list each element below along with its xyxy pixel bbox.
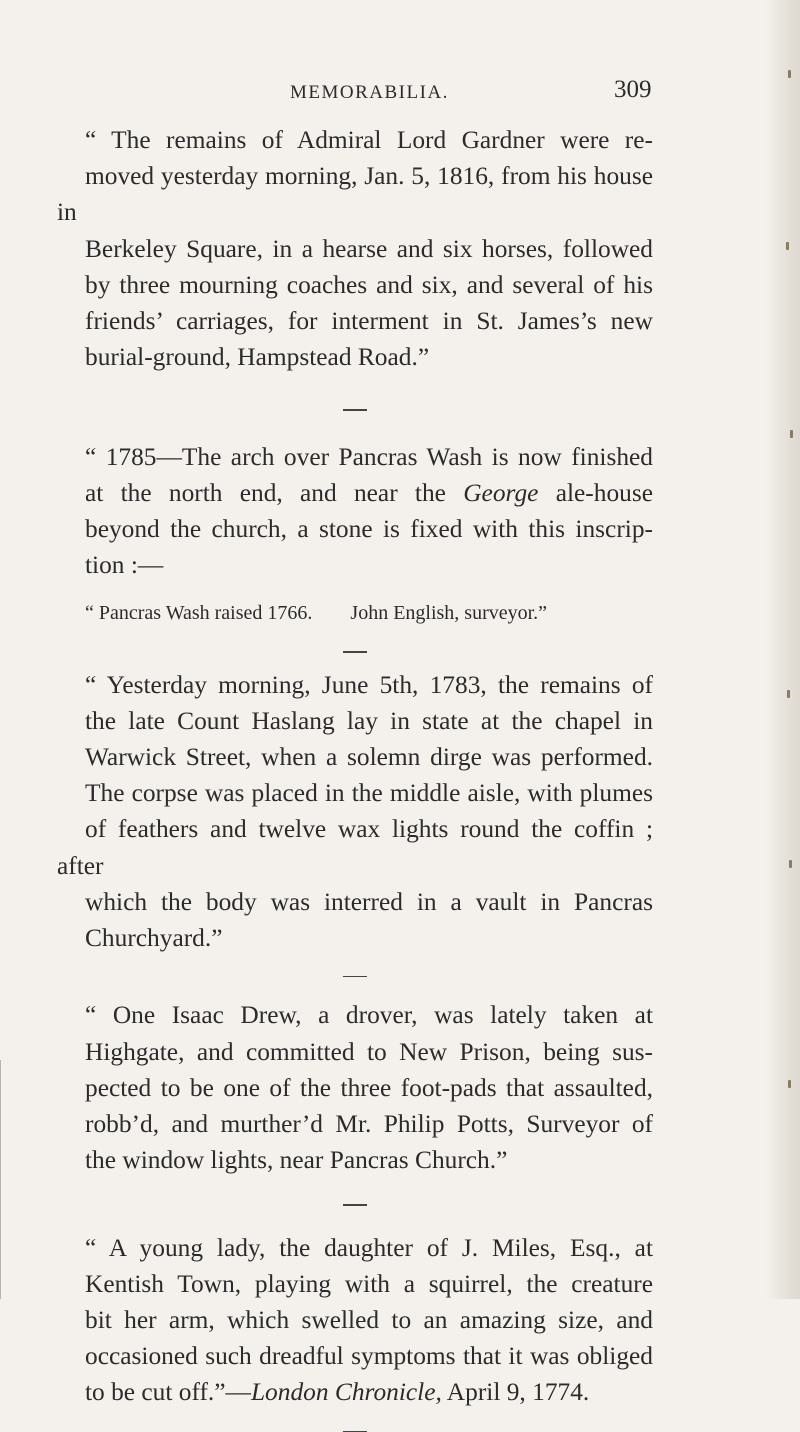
text-segment: to be cut off.”— bbox=[85, 1378, 251, 1407]
running-head: MEMORABILIA. bbox=[290, 82, 449, 103]
text-line: of feathers and twelve wax lights round the coffin ; after bbox=[57, 815, 653, 880]
text-line: which the body was interred in a vault in Pancras bbox=[85, 887, 653, 916]
text-line: “ A young lady, the daughter of J. Miles, Esq., at bbox=[85, 1233, 653, 1262]
source-citation: London Chronicle, bbox=[250, 1378, 442, 1407]
text-line: tion :— bbox=[85, 551, 164, 580]
text-line: “ One Isaac Drew, a drover, was lately taken at bbox=[85, 1001, 653, 1030]
paragraph-gardner bbox=[57, 122, 653, 375]
text-line: Berkeley Square, in a hearse and six horses, followed bbox=[85, 234, 653, 263]
text-line: the window lights, near Pancras Church.” bbox=[85, 1146, 508, 1175]
text-line: robb’d, and murther’d Mr. Philip Potts, Surveyor of bbox=[85, 1110, 653, 1139]
text-line: burial-ground, Hampstead Road.” bbox=[85, 343, 430, 372]
text-segment: at the north end, and near the bbox=[85, 478, 464, 507]
inscription bbox=[57, 599, 653, 627]
text-line: Churchyard.” bbox=[85, 924, 223, 953]
paragraph-haslang bbox=[57, 667, 653, 957]
inscription-signature: John English, surveyor.” bbox=[350, 602, 548, 625]
text-line: Highgate, and committed to New Prison, being sus- bbox=[85, 1037, 653, 1066]
inscription-text: “ Pancras Wash raised 1766. bbox=[85, 602, 313, 625]
section-divider bbox=[343, 976, 367, 977]
text-line: by three mourning coaches and six, and several of his bbox=[85, 270, 653, 299]
text-line: “ Yesterday morning, June 5th, 1783, the remains of bbox=[85, 670, 653, 699]
text-line: “ 1785—The arch over Pancras Wash is now finished bbox=[85, 442, 653, 471]
text-line: The corpse was placed in the middle aisle, with plumes bbox=[85, 779, 653, 808]
section-divider bbox=[343, 651, 367, 652]
text-segment: ale-house bbox=[538, 478, 653, 507]
text-line: friends’ carriages, for interment in St. James’s new bbox=[85, 307, 653, 336]
text-segment: April 9, 1774. bbox=[441, 1378, 590, 1407]
paragraph-miles bbox=[57, 1230, 653, 1411]
text-line: occasioned such dreadful symptoms that it was obliged bbox=[85, 1342, 653, 1371]
text-line bbox=[57, 475, 653, 511]
text-body bbox=[57, 122, 653, 1432]
text-line: the late Count Haslang lay in state at the chapel in bbox=[85, 706, 653, 735]
italic-segment: George bbox=[463, 478, 539, 507]
paragraph-pancras-wash bbox=[57, 439, 653, 584]
text-line: moved yesterday morning, Jan. 5, 1816, from his house in bbox=[57, 162, 653, 227]
section-divider bbox=[343, 409, 367, 410]
text-line: pected to be one of the three foot-pads that assaulted, bbox=[85, 1073, 653, 1102]
text-line: Warwick Street, when a solemn dirge was performed. bbox=[85, 743, 653, 772]
text-line: beyond the church, a stone is fixed with this inscrip- bbox=[85, 515, 653, 544]
page-number: 309 bbox=[614, 76, 652, 103]
page-edge-shadow bbox=[766, 0, 800, 1299]
paragraph-drew bbox=[57, 997, 653, 1178]
binding-edge bbox=[0, 1060, 1, 1299]
text-line: Kentish Town, playing with a squirrel, the creature bbox=[85, 1269, 653, 1298]
text-line: bit her arm, which swelled to an amazing size, and bbox=[85, 1306, 653, 1335]
text-line bbox=[57, 1374, 653, 1410]
section-divider bbox=[343, 1204, 367, 1205]
text-line: “ The remains of Admiral Lord Gardner were re- bbox=[85, 126, 653, 154]
